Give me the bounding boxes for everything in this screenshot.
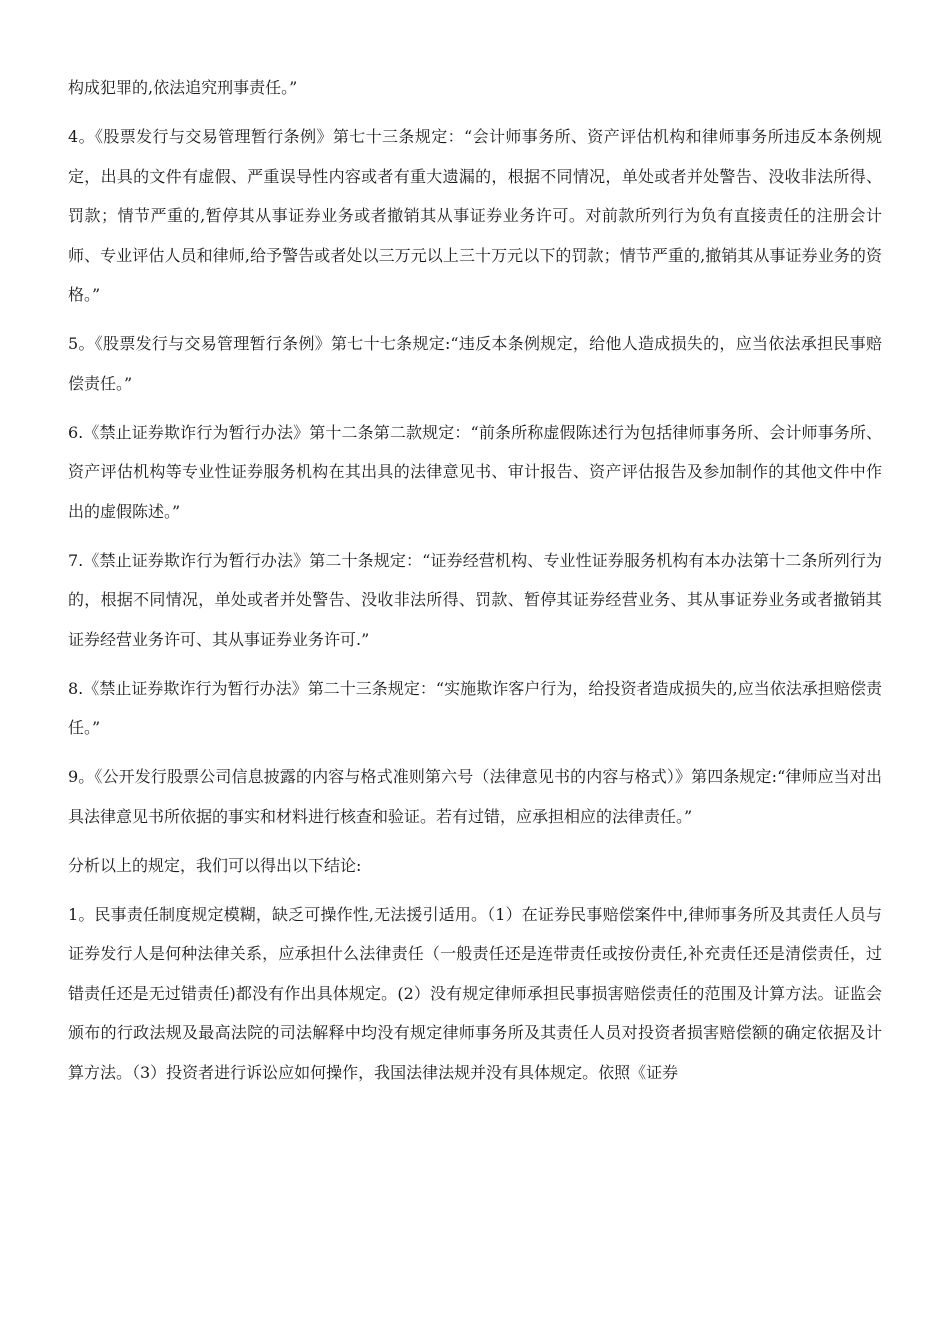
paragraph-item-7: 7.《禁止证券欺诈行为暂行办法》第二十条规定：“证券经营机构、专业性证券服务机构有本办法第十二条所列行为的，根据不同情况，单处或者并处警告、没收非法所得、罚款、暂停其证券经营业务、其从事证券业务或者撤销其证券经营业务许可、其从事证券业务许可.” [68,550,882,649]
paragraph-item-6: 6.《禁止证券欺诈行为暂行办法》第十二条第二款规定：“前条所称虚假陈述行为包括律师事务所、会计师事务所、资产评估机构等专业性证券服务机构在其出具的法律意见书、审计报告、资产评估报告及参加制作的其他文件中作出的虚假陈述。” [68,422,882,521]
paragraph-item-4: 4。《股票发行与交易管理暂行条例》第七十三条规定：“会计师事务所、资产评估机构和律师事务所违反本条例规定，出具的文件有虚假、严重误导性内容或者有重大遗漏的，根据不同情况，单处或者并处警告、没收非法所得、罚款；情节严重的,暂停其从事证券业务或者撤销其从事证券业务许可。对前款所列行为负有直接责任的注册会计师、专业评估人员和律师,给予警告或者处以三万元以上三十万元以下的罚款；情节严重的,撤销其从事证券业务的资格。” [68,127,882,304]
paragraph-item-5: 5。《股票发行与交易管理暂行条例》第七十七条规定:“违反本条例规定，给他人造成损失的，应当依法承担民事赔偿责任。” [68,334,882,393]
document-body [68,68,882,1102]
paragraph-conclusion-1: 1。民事责任制度规定模糊，缺乏可操作性,无法援引适用。（1）在证券民事赔偿案件中,律师事务所及其责任人员与证券发行人是何种法律关系，应承担什么法律责任（一般责任还是连带责任或按份责任,补充责任还是清偿责任，过错责任还是无过错责任)都没有作出具体规定。(2）没有规定律师承担民事损害赔偿责任的范围及计算方法。证监会颁布的行政法规及最高法院的司法解释中均没有规定律师事务所及其责任人员对投资者损害赔偿额的确定依据及计算方法。（3）投资者进行诉讼应如何操作，我国法律法规并没有具体规定。依照《证券 [68,904,882,1082]
paragraph-item-8: 8.《禁止证券欺诈行为暂行办法》第二十三条规定：“实施欺诈客户行为，给投资者造成损失的,应当依法承担赔偿责任。” [68,678,882,737]
paragraph-analysis-intro: 分析以上的规定，我们可以得出以下结论: [68,855,362,875]
paragraph-item-9: 9。《公开发行股票公司信息披露的内容与格式准则第六号（法律意见书的内容与格式）》第四条规定:“律师应当对出具法律意见书所依据的事实和材料进行核查和验证。若有过错，应承担相应的法律责任。” [68,767,882,826]
paragraph-criminal-liability: 构成犯罪的,依法追究刑事责任。” [68,78,298,97]
